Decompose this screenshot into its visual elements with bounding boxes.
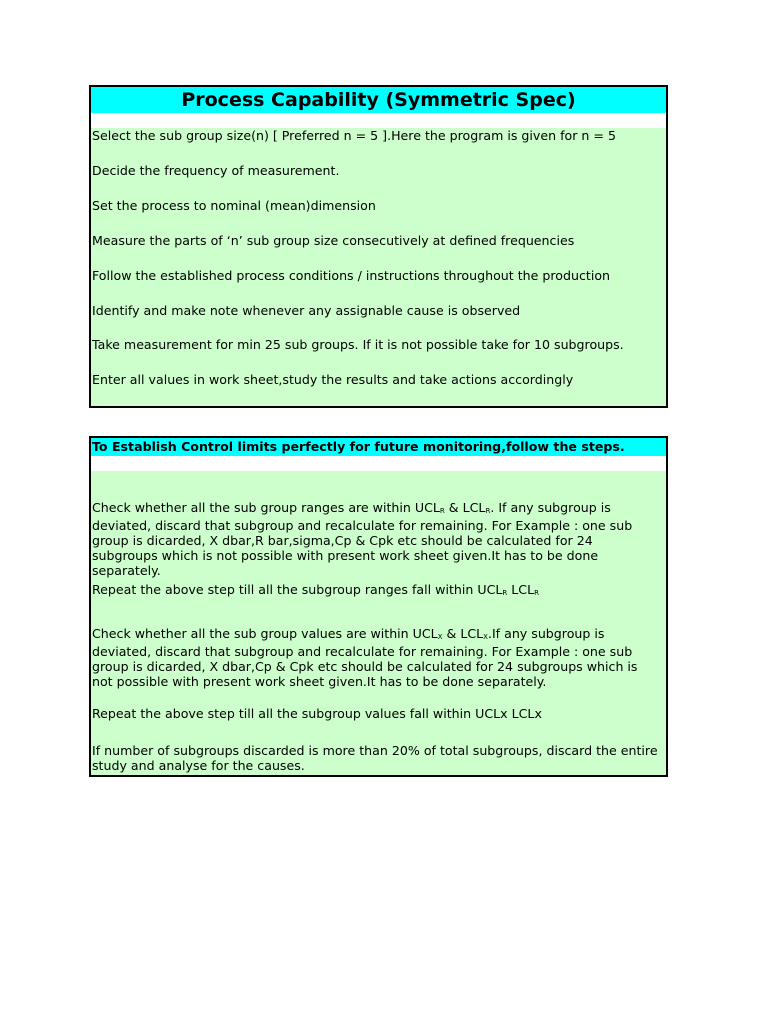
instruction-item: Take measurement for min 25 sub groups. If it is not possible take for 10 subgroups. [92,337,624,352]
instruction-item: Follow the established process conditions / instructions throughout the production [92,268,611,283]
step-ranges-check: Check whether all the sub group ranges are within $UCL_R$ & $LCL_R$. If any subgroup is deviated, discard that subgroup and recalculate for remaining. For Example : one sub group is dicarded, X dbar,R bar,sigma,Cp & Cpk etc should be calculated for 24 subgroups which is not possible with present work sheet given.It has to be done separately. [92,500,633,578]
blank-row [91,456,666,471]
panel-title: Process Capability (Symmetric Spec) [91,87,666,113]
instruction-item: Set the process to nominal (mean)dimension [92,198,376,213]
step-discard-study: If number of subgroups discarded is more than 20% of total subgroups, discard the entire study and analyse for the causes. [92,743,658,773]
step-values-check: Check whether all the sub group values are within $UCL_X$ & $LCL_X.If$ any subgroup is deviated, discard that subgroup and recalculate for remaining. For Example : one sub group is dicarded, X dbar,Cp & Cpk etc should be calculated for 24 subgroups which is not possible with present work sheet given.It has to be done separately. [92,626,638,689]
step-values-repeat: Repeat the above step till all the subgroup values fall within UCLx LCLx [92,706,542,721]
panel-title: To Establish Control limits perfectly for future monitoring,follow the steps. [91,438,666,456]
instruction-item: Select the sub group size(n) [ Preferred n = 5 ].Here the program is given for n = 5 [92,128,616,143]
instruction-item: Decide the frequency of measurement. [92,163,340,178]
instruction-item: Identify and make note whenever any assignable cause is observed [92,303,521,318]
control-limits-panel [89,436,668,777]
instruction-item: Measure the parts of ‘n’ sub group size consecutively at defined frequencies [92,233,575,248]
instruction-item: Enter all values in work sheet,study the results and take actions accordingly [92,372,574,387]
blank-row [91,113,666,128]
step-ranges-repeat: Repeat the above step till all the subgroup ranges fall within $UCL_R$ $LCL_R$ [92,582,539,597]
process-capability-panel [89,85,668,408]
